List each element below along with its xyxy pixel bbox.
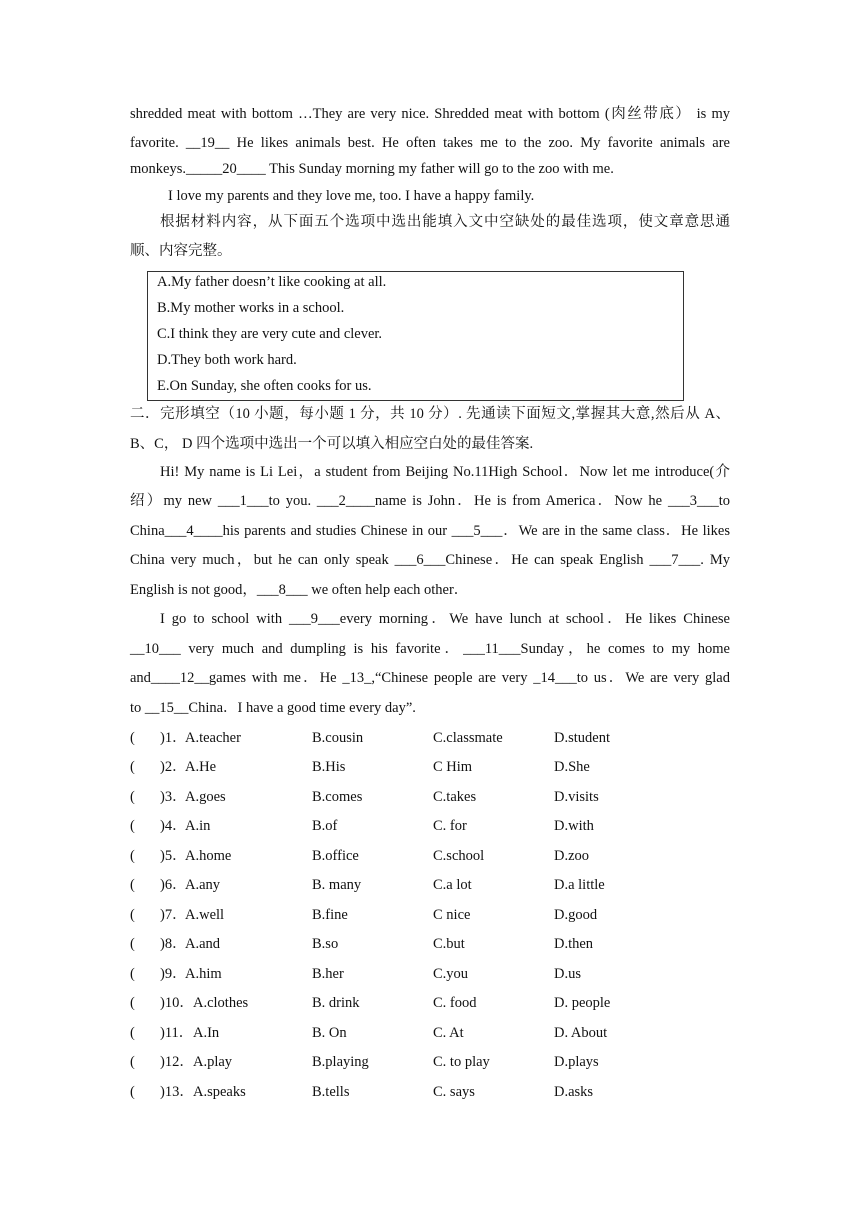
choice-b: B.His xyxy=(312,759,346,775)
choice-d: D.good xyxy=(554,907,598,923)
option-a: A.My father doesn’t like cooking at all. xyxy=(157,274,387,290)
choice-a: A.In xyxy=(193,1025,220,1041)
answer-paren[interactable]: ( xyxy=(130,818,135,834)
choice-c: C.a lot xyxy=(433,877,472,893)
choice-b: B.comes xyxy=(312,789,363,805)
choice-a: A.goes xyxy=(185,789,226,805)
question-row xyxy=(130,1023,730,1043)
choice-b: B.so xyxy=(312,936,339,952)
question-number: )5． xyxy=(160,848,187,864)
choice-d: D. About xyxy=(554,1025,608,1041)
options-box xyxy=(147,271,684,401)
cloze-line: China___4____his parents and studies Chinese in our ___5___．We are in the same class．He likes xyxy=(130,523,730,539)
option-c: C.I think they are very cute and clever. xyxy=(157,326,383,342)
choice-a: A.speaks xyxy=(193,1084,246,1100)
question-number: )7． xyxy=(160,907,187,923)
answer-paren[interactable]: ( xyxy=(130,848,135,864)
question-number: )1． xyxy=(160,730,187,746)
question-row xyxy=(130,1082,730,1102)
choice-d: D.zoo xyxy=(554,848,590,864)
question-number: )6． xyxy=(160,877,187,893)
passage-line: I love my parents and they love me, too. I have a happy family. xyxy=(168,188,535,204)
instruction-line: 顺、内容完整。 xyxy=(130,243,232,259)
choice-a: A.teacher xyxy=(185,730,241,746)
question-number: )4． xyxy=(160,818,187,834)
choice-c: C. to play xyxy=(433,1054,490,1070)
choice-b: B.of xyxy=(312,818,338,834)
choice-b: B.playing xyxy=(312,1054,369,1070)
choice-a: A.him xyxy=(185,966,222,982)
answer-paren[interactable]: ( xyxy=(130,877,135,893)
question-number: )2． xyxy=(160,759,187,775)
question-row xyxy=(130,875,730,895)
choice-c: C. food xyxy=(433,995,477,1011)
passage-line: favorite. __19__ He likes animals best. He often takes me to the zoo. My favorite animals are xyxy=(130,135,730,151)
choice-c: C.but xyxy=(433,936,465,952)
choice-b: B.her xyxy=(312,966,344,982)
cloze-line: I go to school with ___9___every morning．We have lunch at school．He likes Chinese xyxy=(160,611,730,627)
question-row xyxy=(130,934,730,954)
cloze-line: __10___ very much and dumpling is his favorite．___11___Sunday，he comes to my home xyxy=(130,641,730,657)
answer-paren[interactable]: ( xyxy=(130,1054,135,1070)
choice-b: B. many xyxy=(312,877,362,893)
question-row xyxy=(130,757,730,777)
answer-paren[interactable]: ( xyxy=(130,936,135,952)
choice-a: A.He xyxy=(185,759,217,775)
choice-a: A.and xyxy=(185,936,221,952)
choice-a: A.clothes xyxy=(193,995,249,1011)
question-row xyxy=(130,964,730,984)
choice-b: B. drink xyxy=(312,995,360,1011)
choice-b: B.tells xyxy=(312,1084,350,1100)
question-row xyxy=(130,846,730,866)
question-number: )9． xyxy=(160,966,187,982)
question-number: )8． xyxy=(160,936,187,952)
choice-b: B.cousin xyxy=(312,730,364,746)
choice-c: C. says xyxy=(433,1084,475,1100)
choice-a: A.home xyxy=(185,848,232,864)
cloze-line: to __15__China．I have a good time every day”. xyxy=(130,700,416,716)
question-number: )13． xyxy=(160,1084,194,1100)
answer-paren[interactable]: ( xyxy=(130,730,135,746)
choice-c: C.takes xyxy=(433,789,477,805)
section-heading: B、C， D 四个选项中选出一个可以填入相应空白处的最佳答案. xyxy=(130,436,534,452)
choice-c: C. for xyxy=(433,818,467,834)
choice-a: A.play xyxy=(193,1054,233,1070)
choice-d: D.with xyxy=(554,818,594,834)
option-e: E.On Sunday, she often cooks for us. xyxy=(157,378,372,394)
question-row xyxy=(130,1052,730,1072)
question-number: )10． xyxy=(160,995,194,1011)
choice-d: D.student xyxy=(554,730,610,746)
answer-paren[interactable]: ( xyxy=(130,1025,135,1041)
cloze-line: and____12__games with me．He _13_,“Chinese people are very _14___to us．We are very glad xyxy=(130,670,730,686)
choice-d: D.then xyxy=(554,936,594,952)
option-b: B.My mother works in a school. xyxy=(157,300,345,316)
answer-paren[interactable]: ( xyxy=(130,789,135,805)
choice-d: D.a little xyxy=(554,877,605,893)
question-number: )12． xyxy=(160,1054,194,1070)
question-row xyxy=(130,905,730,925)
choice-c: C nice xyxy=(433,907,471,923)
answer-paren[interactable]: ( xyxy=(130,1084,135,1100)
choice-a: A.in xyxy=(185,818,211,834)
cloze-line: Hi! My name is Li Lei，a student from Beijing No.11High School．Now let me introduce(介 xyxy=(160,464,730,480)
choice-c: C Him xyxy=(433,759,473,775)
passage-line: shredded meat with bottom …They are very nice. Shredded meat with bottom (肉丝带底） is my xyxy=(130,106,730,122)
choice-a: A.well xyxy=(185,907,225,923)
choice-c: C. At xyxy=(433,1025,464,1041)
cloze-line: 绍）my new ___1___to you. ___2____name is John．He is from America．Now he ___3___to xyxy=(130,493,730,509)
question-row xyxy=(130,728,730,748)
question-row xyxy=(130,993,730,1013)
choice-b: B.fine xyxy=(312,907,348,923)
question-row xyxy=(130,787,730,807)
choice-b: B. On xyxy=(312,1025,347,1041)
choice-d: D.asks xyxy=(554,1084,594,1100)
cloze-line: China very much，but he can only speak ___6___Chinese．He can speak English ___7___. My xyxy=(130,552,730,568)
choice-c: C.you xyxy=(433,966,469,982)
choice-d: D.visits xyxy=(554,789,599,805)
choice-a: A.any xyxy=(185,877,221,893)
passage-line: monkeys._____20____ This Sunday morning my father will go to the zoo with me. xyxy=(130,161,614,177)
choice-d: D.She xyxy=(554,759,590,775)
question-row xyxy=(130,816,730,836)
section-heading: 二．完形填空（10 小题，每小题 1 分，共 10 分）. 先通读下面短文,掌握其大意,然后从 A、 xyxy=(130,406,730,422)
cloze-line: English is not good，___8___ we often help each other． xyxy=(130,582,469,598)
choice-d: D.plays xyxy=(554,1054,599,1070)
question-number: )11． xyxy=(160,1025,194,1041)
answer-paren[interactable]: ( xyxy=(130,966,135,982)
choice-d: D.us xyxy=(554,966,581,982)
answer-paren[interactable]: ( xyxy=(130,995,135,1011)
choice-b: B.office xyxy=(312,848,359,864)
question-number: )3． xyxy=(160,789,187,805)
choice-c: C.classmate xyxy=(433,730,503,746)
choice-d: D. people xyxy=(554,995,611,1011)
answer-paren[interactable]: ( xyxy=(130,759,135,775)
option-d: D.They both work hard. xyxy=(157,352,297,368)
answer-paren[interactable]: ( xyxy=(130,907,135,923)
choice-c: C.school xyxy=(433,848,485,864)
instruction-line: 根据材料内容，从下面五个选项中选出能填入文中空缺处的最佳选项，使文章意思通 xyxy=(160,214,730,230)
